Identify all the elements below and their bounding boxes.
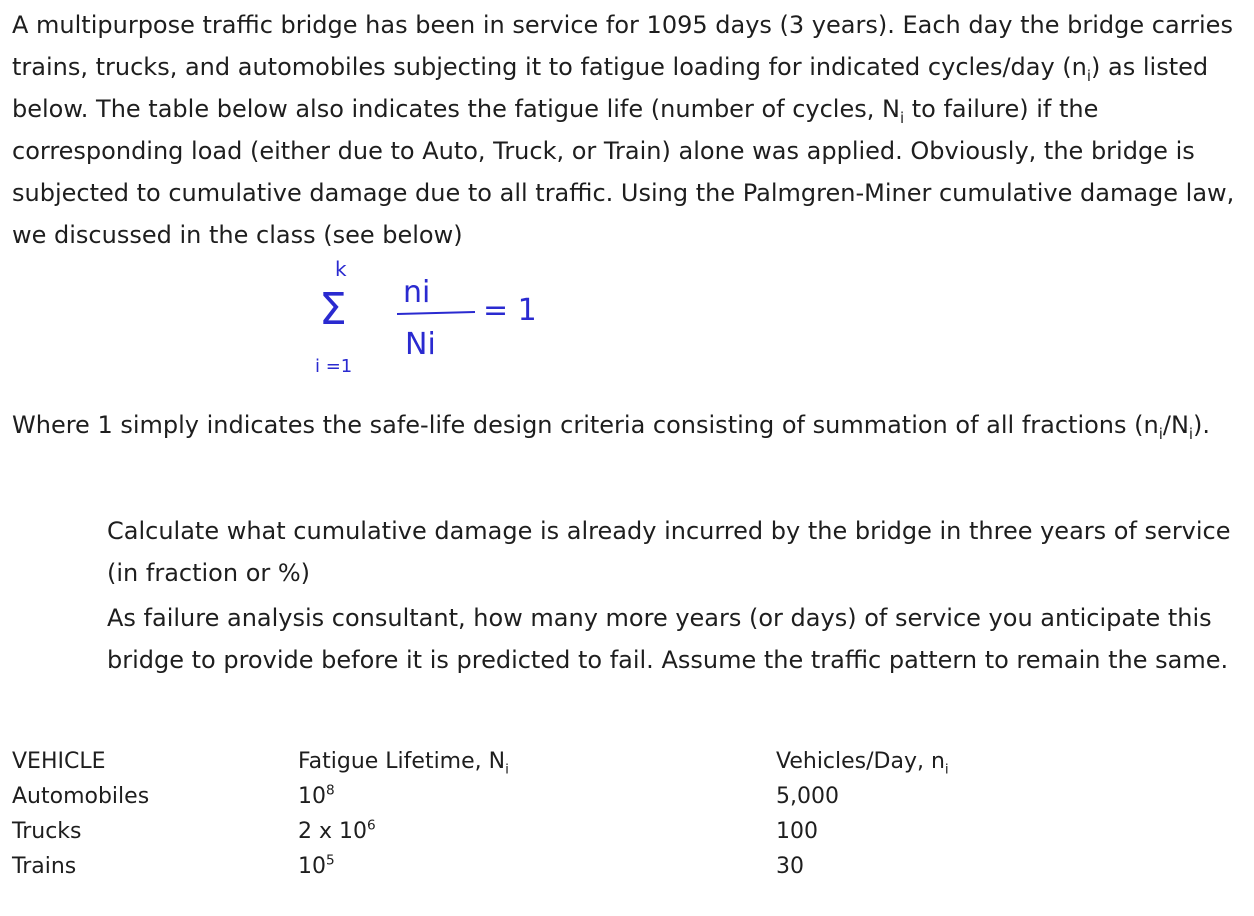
- formula-upper-limit: k: [335, 257, 347, 281]
- vehicle-name: Trains: [12, 854, 77, 879]
- question-1: Calculate what cumulative damage is already incurred by the bridge in three years of service (in fraction or %): [107, 517, 1231, 587]
- formula-fraction-bar: [397, 312, 475, 314]
- vehicle-name: Automobiles: [12, 784, 150, 809]
- table-row: [12, 849, 1242, 884]
- vehicles-per-day: 30: [776, 854, 804, 879]
- header-vehicles-per-day: Vehicles/Day, $n_i$: [776, 749, 949, 778]
- vehicles-per-day: 5,000: [776, 784, 839, 809]
- question-2: As failure analysis consultant, how many more years (or days) of service you anticipate this bridge to provide before it is predicted to fail. Assume the traffic pattern to remain the same.: [107, 604, 1229, 674]
- header-fatigue-lifetime: Fatigue Lifetime, $N_i$: [298, 749, 509, 778]
- vehicle-table: [12, 744, 1242, 884]
- formula-sigma: Σ: [319, 284, 347, 335]
- table-header-row: [12, 744, 1242, 779]
- formula-equals-one: = 1: [483, 293, 537, 328]
- table-row: [12, 779, 1242, 814]
- vehicle-name: Trucks: [12, 819, 82, 844]
- fatigue-lifetime: $10^8$: [298, 782, 335, 809]
- fatigue-lifetime: 2 x $10^6$: [298, 817, 376, 844]
- problem-intro: A multipurpose traffic bridge has been in service for 1095 days (3 years). Each day the bridge carries trains, trucks, and automobiles subjecting it to fatigue loading for indicated cycles/day $(n_i)$ as listed below. The table below also indicates the fatigue life (number of cycles, $N_i$ to failure) if the corresponding load (either due to Auto, Truck, or Train) alone was applied. Obviously, the bridge is subjected to cumulative damage due to all traffic. Using the Palmgren-Miner cumulative damage law, we discussed in the class (see below): [12, 11, 1235, 249]
- table-row: [12, 814, 1242, 849]
- palmgren-miner-formula: [305, 252, 605, 382]
- header-vehicle: VEHICLE: [12, 749, 106, 774]
- formula-numerator: ni: [403, 275, 431, 310]
- vehicles-per-day: 100: [776, 819, 818, 844]
- formula-denominator: Ni: [405, 327, 436, 362]
- fatigue-lifetime: $10^5$: [298, 852, 335, 879]
- formula-lower-limit: i =1: [315, 356, 353, 377]
- criteria-explanation: Where 1 simply indicates the safe-life design criteria consisting of summation of all fractions $(n_i/N_i)$.: [12, 411, 1211, 443]
